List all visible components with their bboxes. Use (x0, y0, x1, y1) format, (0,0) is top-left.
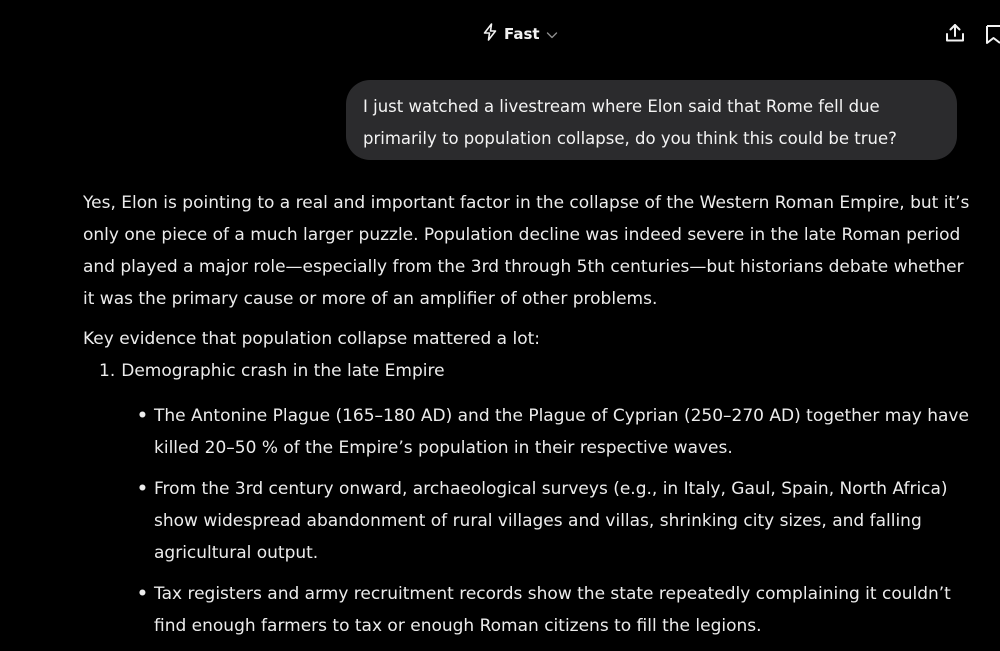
share-button[interactable] (942, 22, 968, 48)
list-item-text: From the 3rd century onward, archaeological surveys (e.g., in Italy, Gaul, Spain, North Africa) show widespread abandonment of rural villages and villas, shrinking city sizes, and falling agricultural output. (154, 479, 948, 563)
numbered-item-title: Demographic crash in the late Empire (121, 361, 445, 381)
share-upload-icon (944, 22, 966, 48)
top-bar (0, 0, 1000, 68)
list-item-text: The Antonine Plague (165–180 AD) and the Plague of Cyprian (250–270 AD) together may have killed 20–50 % of the Empire’s population in their respective waves. (154, 406, 969, 458)
model-selector[interactable] (482, 22, 558, 46)
bookmark-icon (984, 31, 1000, 50)
bookmark-button[interactable] (984, 22, 1000, 48)
numbered-item-number: 1. (99, 361, 116, 381)
bullet-list (83, 400, 973, 642)
response-intro: Yes, Elon is pointing to a real and important factor in the collapse of the Western Roman Empire, but it’s only one piece of a much larger puzzle. Population decline was indeed severe in the late Roman period and played a major role—especially from the 3rd through 5th centuries—but historians debate whether it was the primary cause or more of an amplifier of other problems. (83, 193, 970, 309)
numbered-item (83, 355, 973, 387)
model-label: Fast (504, 25, 540, 43)
user-message-text: I just watched a livestream where Elon said that Rome fell due primarily to population collapse, do you think this could be true? (363, 97, 897, 148)
list-item-text: Tax registers and army recruitment records show the state repeatedly complaining it couldn’t find enough farmers to tax or enough Roman citizens to fill the legions. (154, 584, 951, 636)
list-item (137, 400, 973, 464)
list-item (137, 578, 973, 642)
bullet-icon: • (137, 479, 148, 499)
bullet-icon: • (137, 406, 148, 426)
assistant-response (83, 187, 973, 651)
lightning-bolt-icon (482, 23, 498, 45)
bullet-icon: • (137, 584, 148, 604)
evidence-heading: Key evidence that population collapse mattered a lot: (83, 329, 540, 349)
chevron-down-icon (546, 25, 558, 44)
list-item (137, 473, 973, 569)
user-message-bubble (346, 80, 957, 160)
